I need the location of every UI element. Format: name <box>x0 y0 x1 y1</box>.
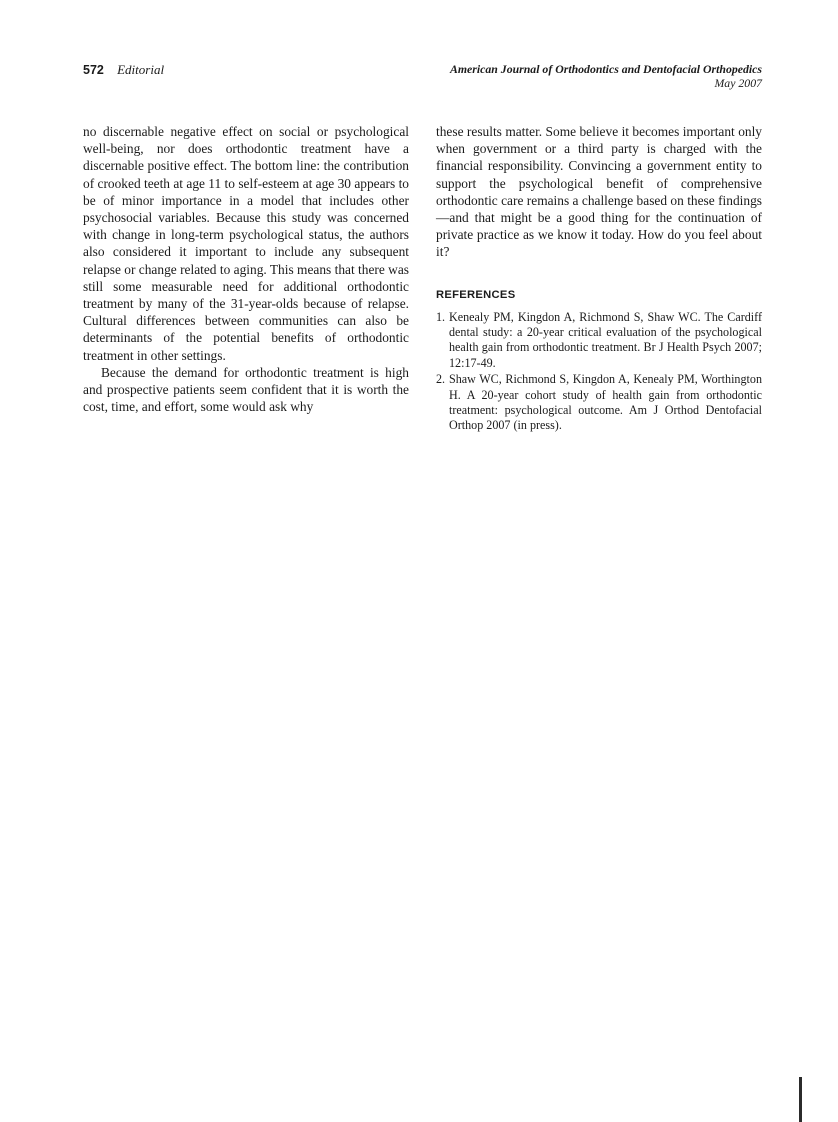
references-heading: REFERENCES <box>436 288 516 301</box>
running-head-right <box>450 62 762 90</box>
reference-text: Kenealy PM, Kingdon A, Richmond S, Shaw WC. The Cardiff dental study: a 20-year critical evaluation of the psychological health gain from orthodontic treatment. Br J Health Psych 2007; 12:17-49. <box>449 309 762 370</box>
reference-item <box>436 310 762 372</box>
reference-text: Shaw WC, Richmond S, Kingdon A, Kenealy PM, Worthington H. A 20-year cohort study of health gain from orthodontic treatment: psychological outcome. Am J Orthod Dentofacial Orthop 2007 (in press). <box>449 372 762 433</box>
page-header <box>83 62 762 90</box>
reference-number: 2. <box>436 372 446 387</box>
issue-date: May 2007 <box>714 76 762 90</box>
page-number: 572 <box>83 63 104 77</box>
references-list <box>436 310 762 434</box>
right-column <box>436 123 762 435</box>
reference-item <box>436 372 762 434</box>
paragraph: no discernable negative effect on social or psychological well-being, nor does orthodontic treatment have a discernable positive effect. The bottom line: the contribution of crooked teeth at age 11 to self-esteem at age 30 appears to be of minor importance in a model that includes other psychosocial variables. Because this study was concerned with change in long-term psychological status, the authors also considered it important to include any subsequent relapse or change related to aging. This means that there was still some measurable need for additional orthodontic treatment by many of the 31-year-olds because of relapse. Cultural differences between communities can also be determinants of the potential benefits of orthodontic treatment in other settings. <box>83 124 409 363</box>
section-title: Editorial <box>117 62 165 77</box>
reference-number: 1. <box>436 309 446 324</box>
running-head-left <box>83 62 164 78</box>
journal-name: American Journal of Orthodontics and Dentofacial Orthopedics <box>450 62 762 76</box>
left-column <box>83 123 409 435</box>
paragraph: these results matter. Some believe it becomes important only when government or a third party is charged with the financial responsibility. Convincing a government entity to support the psychological benefit of comprehensive orthodontic care remains a challenge based on these findings—and that might be a good thing for the continuation of private practice as we know it today. How do you feel about it? <box>436 124 762 260</box>
paragraph: Because the demand for orthodontic treatment is high and prospective patients seem confident that it is worth the cost, time, and effort, some would ask why <box>83 364 409 415</box>
scan-artifact <box>799 1077 802 1122</box>
body-columns <box>83 123 762 435</box>
